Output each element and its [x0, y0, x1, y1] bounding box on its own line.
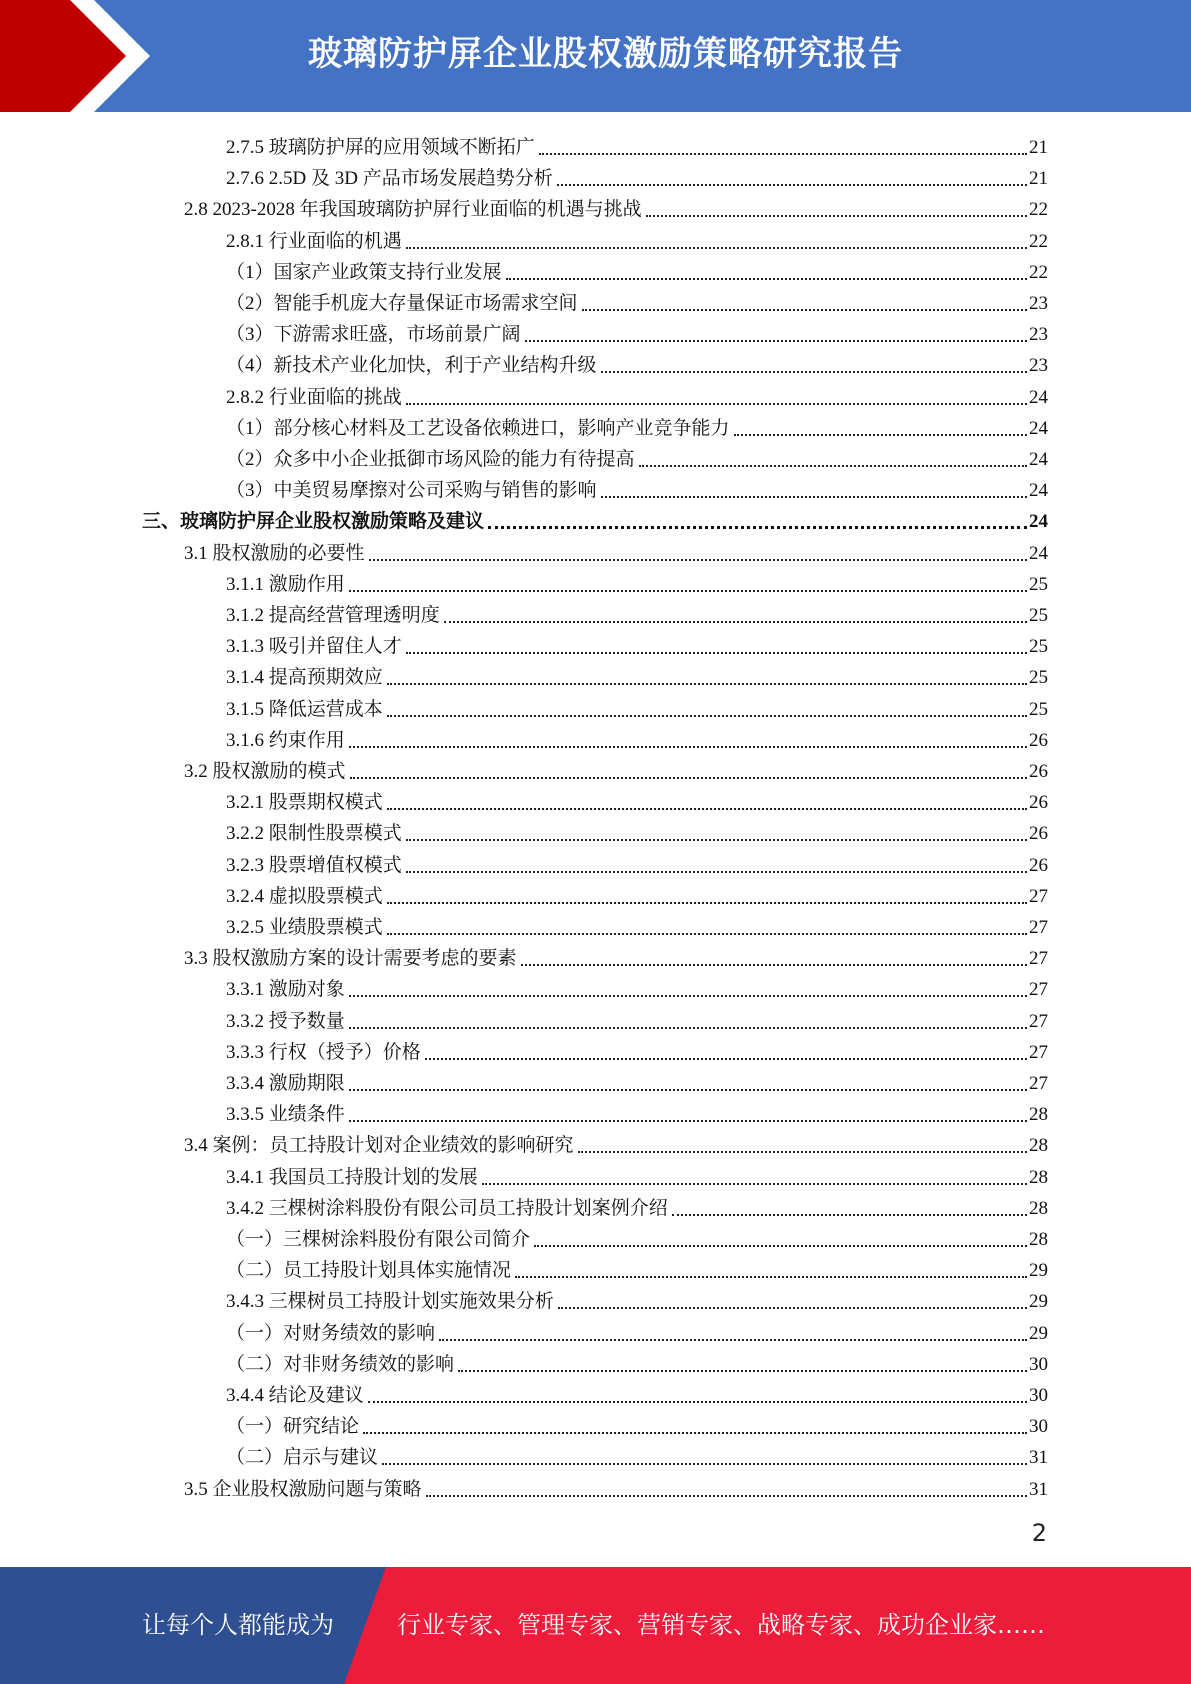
toc-leader-dots — [349, 745, 1027, 748]
toc-entry[interactable] — [226, 440, 1048, 471]
toc-entry-label: 3.1.5 降低运营成本 — [226, 698, 383, 720]
toc-leader-dots — [515, 1275, 1027, 1278]
toc-entry[interactable] — [226, 846, 1048, 877]
toc-entry-page: 25 — [1029, 573, 1048, 595]
toc-entry-label: （1）国家产业政策支持行业发展 — [226, 261, 502, 283]
toc-entry[interactable] — [226, 1002, 1048, 1033]
toc-entry-page: 26 — [1029, 823, 1048, 845]
toc-entry[interactable] — [226, 253, 1048, 284]
toc-entry-page: 24 — [1029, 511, 1048, 533]
toc-entry-page: 24 — [1029, 449, 1048, 470]
toc-leader-dots — [488, 525, 1027, 529]
toc-entry-page: 24 — [1029, 480, 1048, 502]
toc-entry-label: 3.2.3 股票增值权模式 — [226, 854, 402, 876]
toc-entry-label: （3）中美贸易摩擦对公司采购与销售的影响 — [226, 480, 597, 502]
toc-entry[interactable] — [226, 1438, 1048, 1469]
toc-leader-dots — [444, 620, 1027, 623]
toc-entry-label: 2.8.1 行业面临的机遇 — [226, 230, 402, 252]
toc-entry-label: （二）对非财务绩效的影响 — [226, 1353, 455, 1375]
toc-entry-page: 30 — [1029, 1353, 1048, 1375]
toc-leader-dots — [382, 1462, 1027, 1465]
toc-entry-page: 26 — [1029, 792, 1048, 814]
toc-leader-dots — [601, 495, 1027, 498]
toc-leader-dots — [406, 402, 1027, 405]
toc-entry-label: 3.4 案例：员工持股计划对企业绩效的影响研究 — [184, 1135, 574, 1157]
toc-entry-label: 3.4.4 结论及建议 — [226, 1385, 364, 1406]
footer-slogan-right: 行业专家、管理专家、营销专家、战略专家、成功企业家…… — [397, 1611, 1045, 1639]
toc-entry-label: 3.1.2 提高经营管理透明度 — [226, 605, 440, 626]
toc-entry-page: 23 — [1029, 324, 1048, 346]
page-number: 2 — [1031, 1519, 1047, 1547]
toc-leader-dots — [425, 1057, 1027, 1060]
toc-entry-label: （二）员工持股计划具体实施情况 — [226, 1260, 512, 1282]
toc-entry[interactable] — [226, 690, 1048, 721]
toc-entry[interactable] — [226, 1345, 1048, 1376]
toc-entry-page: 21 — [1029, 137, 1048, 158]
toc-leader-dots — [639, 464, 1027, 467]
toc-entry-page: 31 — [1029, 1478, 1048, 1500]
toc-entry-label: 3.1 股权激励的必要性 — [184, 542, 365, 564]
toc-entry[interactable] — [184, 1126, 1048, 1157]
toc-leader-dots — [482, 1182, 1027, 1185]
toc-entry-page: 26 — [1029, 729, 1048, 751]
toc-entry-page: 30 — [1029, 1385, 1048, 1406]
toc-entry-page: 22 — [1029, 199, 1048, 221]
toc-entry-label: （2）众多中小企业抵御市场风险的能力有待提高 — [226, 449, 635, 470]
toc-leader-dots — [439, 1338, 1027, 1341]
toc-entry[interactable] — [226, 1282, 1048, 1313]
toc-entry-page: 27 — [1029, 885, 1048, 907]
toc-entry[interactable] — [226, 596, 1048, 627]
toc-leader-dots — [406, 246, 1027, 249]
toc-entry-page: 29 — [1029, 1322, 1048, 1344]
toc-entry-label: 3.3.4 激励期限 — [226, 1073, 345, 1094]
toc-entry-label: 3.2 股权激励的模式 — [184, 761, 346, 782]
toc-entry[interactable] — [184, 752, 1048, 783]
toc-entry[interactable] — [226, 1033, 1048, 1064]
toc-entry-page: 25 — [1029, 636, 1048, 658]
toc-entry-label: 3.3 股权激励方案的设计需要考虑的要素 — [184, 948, 517, 970]
toc-entry[interactable] — [184, 534, 1048, 565]
toc-entry-label: 3.4.1 我国员工持股计划的发展 — [226, 1166, 478, 1188]
toc-entry[interactable] — [226, 1376, 1048, 1407]
toc-entry[interactable] — [226, 1251, 1048, 1282]
toc-entry[interactable] — [226, 284, 1048, 315]
toc-entry-page: 24 — [1029, 542, 1048, 564]
toc-entry-page: 30 — [1029, 1416, 1048, 1438]
toc-entry-page: 28 — [1029, 1166, 1048, 1188]
toc-entry[interactable] — [226, 222, 1048, 253]
toc-entry-label: （一）三棵树涂料股份有限公司简介 — [226, 1229, 531, 1250]
toc-entry-label: 2.7.6 2.5D 及 3D 产品市场发展趋势分析 — [226, 168, 553, 190]
toc-leader-dots — [349, 1088, 1027, 1091]
toc-entry-label: 3.1.1 激励作用 — [226, 573, 345, 595]
toc-entry-label: 3.3.5 业绩条件 — [226, 1104, 345, 1126]
toc-entry-label: 3.3.3 行权（授予）价格 — [226, 1041, 421, 1063]
toc-entry-page: 28 — [1029, 1104, 1048, 1126]
toc-entry-page: 27 — [1029, 1041, 1048, 1063]
toc-entry-page: 27 — [1029, 948, 1048, 970]
toc-entry-label: 3.3.1 激励对象 — [226, 979, 345, 1001]
toc-entry-label: （一）研究结论 — [226, 1416, 360, 1438]
toc-leader-dots — [369, 558, 1027, 561]
toc-entry[interactable] — [226, 877, 1048, 908]
toc-leader-dots — [582, 308, 1027, 311]
toc-leader-dots — [558, 1306, 1027, 1309]
toc-entry-label: 3.1.3 吸引并留住人才 — [226, 636, 402, 658]
toc-entry-page: 27 — [1029, 917, 1048, 938]
toc-entry[interactable] — [226, 128, 1048, 159]
toc-entry[interactable] — [226, 1189, 1048, 1220]
toc-entry[interactable] — [226, 315, 1048, 346]
footer-slogan-left: 让每个人都能成为 — [142, 1611, 334, 1639]
toc-leader-dots — [349, 994, 1027, 997]
toc-entry[interactable] — [184, 190, 1048, 221]
toc-entry-label: 3.2.5 业绩股票模式 — [226, 917, 383, 938]
toc-entry[interactable] — [226, 1158, 1048, 1189]
toc-leader-dots — [672, 1213, 1027, 1216]
toc-leader-dots — [363, 1431, 1027, 1434]
toc-entry[interactable] — [226, 1095, 1048, 1126]
toc-entry-page: 28 — [1029, 1135, 1048, 1157]
toc-entry[interactable] — [184, 939, 1048, 970]
toc-leader-dots — [506, 277, 1027, 280]
report-title: 玻璃防护屏企业股权激励策略研究报告 — [308, 34, 903, 74]
toc-leader-dots — [521, 963, 1027, 966]
toc-leader-dots — [458, 1369, 1027, 1372]
toc-entry[interactable] — [226, 908, 1048, 939]
toc-leader-dots — [349, 589, 1027, 592]
toc-entry-page: 23 — [1029, 355, 1048, 377]
page-footer — [0, 1567, 1191, 1684]
toc-entry-page: 31 — [1029, 1447, 1048, 1469]
toc-entry-page: 29 — [1029, 1260, 1048, 1282]
toc-entry[interactable] — [226, 409, 1048, 440]
toc-entry-label: 3.2.4 虚拟股票模式 — [226, 885, 383, 907]
toc-entry[interactable] — [226, 1407, 1048, 1438]
toc-leader-dots — [406, 870, 1027, 873]
toc-entry-label: 3.3.2 授予数量 — [226, 1010, 345, 1032]
toc-entry[interactable] — [226, 471, 1048, 502]
toc-entry-page: 28 — [1029, 1229, 1048, 1250]
toc-leader-dots — [349, 1119, 1027, 1122]
toc-entry[interactable] — [142, 502, 1048, 533]
toc-entry-page: 26 — [1029, 761, 1048, 782]
toc-entry[interactable] — [226, 783, 1048, 814]
toc-leader-dots — [734, 433, 1027, 436]
toc-leader-dots — [426, 1494, 1027, 1497]
toc-entry-page: 21 — [1029, 168, 1048, 190]
toc-entry[interactable] — [226, 378, 1048, 409]
page-header — [0, 0, 1191, 112]
toc-leader-dots — [368, 1400, 1027, 1403]
toc-entry-label: 2.8.2 行业面临的挑战 — [226, 386, 402, 408]
toc-entry[interactable] — [226, 1220, 1048, 1251]
toc-entry-page: 26 — [1029, 854, 1048, 876]
toc-entry-label: （4）新技术产业化加快，利于产业结构升级 — [226, 355, 597, 377]
toc-entry[interactable] — [226, 565, 1048, 596]
toc-entry[interactable] — [226, 814, 1048, 845]
toc-entry-label: （2）智能手机庞大存量保证市场需求空间 — [226, 293, 578, 314]
toc-entry-label: 3.1.4 提高预期效应 — [226, 667, 383, 689]
toc-entry-label: （3）下游需求旺盛，市场前景广阔 — [226, 324, 521, 346]
toc-leader-dots — [557, 183, 1027, 186]
toc-entry-label: 3.5 企业股权激励问题与策略 — [184, 1478, 422, 1500]
toc-leader-dots — [387, 682, 1027, 685]
toc-entry-page: 24 — [1029, 417, 1048, 439]
toc-leader-dots — [406, 838, 1027, 841]
toc-entry-page: 23 — [1029, 293, 1048, 314]
toc-entry[interactable] — [226, 1314, 1048, 1345]
toc-leader-dots — [387, 714, 1027, 717]
toc-leader-dots — [578, 1150, 1027, 1153]
toc-entry-page: 24 — [1029, 386, 1048, 408]
toc-entry[interactable] — [226, 658, 1048, 689]
toc-entry[interactable] — [226, 627, 1048, 658]
toc-entry-page: 22 — [1029, 230, 1048, 252]
toc-leader-dots — [387, 807, 1027, 810]
toc-entry-label: （一）对财务绩效的影响 — [226, 1322, 436, 1344]
toc-entry-page: 27 — [1029, 1073, 1048, 1094]
toc-entry-page: 28 — [1029, 1197, 1048, 1219]
toc-leader-dots — [534, 1244, 1027, 1247]
toc-entry[interactable] — [226, 721, 1048, 752]
toc-entry[interactable] — [226, 1064, 1048, 1095]
toc-entry-page: 22 — [1029, 261, 1048, 283]
toc-entry-page: 29 — [1029, 1291, 1048, 1313]
toc-entry-label: 三、玻璃防护屏企业股权激励策略及建议 — [142, 511, 485, 533]
toc-entry-page: 25 — [1029, 605, 1048, 626]
toc-entry-label: （二）启示与建议 — [226, 1447, 379, 1469]
toc-entry-page: 27 — [1029, 1010, 1048, 1032]
toc-entry[interactable] — [226, 970, 1048, 1001]
toc-entry-label: 3.2.2 限制性股票模式 — [226, 823, 402, 845]
toc-entry-label: 2.8 2023-2028 年我国玻璃防护屏行业面临的机遇与挑战 — [184, 199, 642, 221]
toc-leader-dots — [349, 1026, 1027, 1029]
toc-entry-label: 3.2.1 股票期权模式 — [226, 792, 383, 814]
toc-entry-label: 3.4.3 三棵树员工持股计划实施效果分析 — [226, 1291, 554, 1313]
toc-entry-label: 2.7.5 玻璃防护屏的应用领域不断拓广 — [226, 137, 535, 158]
toc-leader-dots — [387, 901, 1027, 904]
toc-entry-page: 27 — [1029, 979, 1048, 1001]
toc-entry-label: 3.1.6 约束作用 — [226, 729, 345, 751]
toc-entry[interactable] — [184, 1470, 1048, 1501]
toc-entry-label: （1）部分核心材料及工艺设备依赖进口，影响产业竞争能力 — [226, 417, 730, 439]
toc-entry[interactable] — [226, 346, 1048, 377]
toc-leader-dots — [350, 776, 1027, 779]
toc-entry-page: 25 — [1029, 667, 1048, 689]
toc-leader-dots — [387, 932, 1027, 935]
toc-leader-dots — [539, 152, 1027, 155]
toc-entry-label: 3.4.2 三棵树涂料股份有限公司员工持股计划案例介绍 — [226, 1197, 668, 1219]
toc-leader-dots — [601, 370, 1027, 373]
toc-leader-dots — [406, 651, 1027, 654]
toc-entry-page: 25 — [1029, 698, 1048, 720]
toc-entry[interactable] — [226, 159, 1048, 190]
toc-leader-dots — [525, 339, 1027, 342]
toc-leader-dots — [646, 214, 1027, 217]
